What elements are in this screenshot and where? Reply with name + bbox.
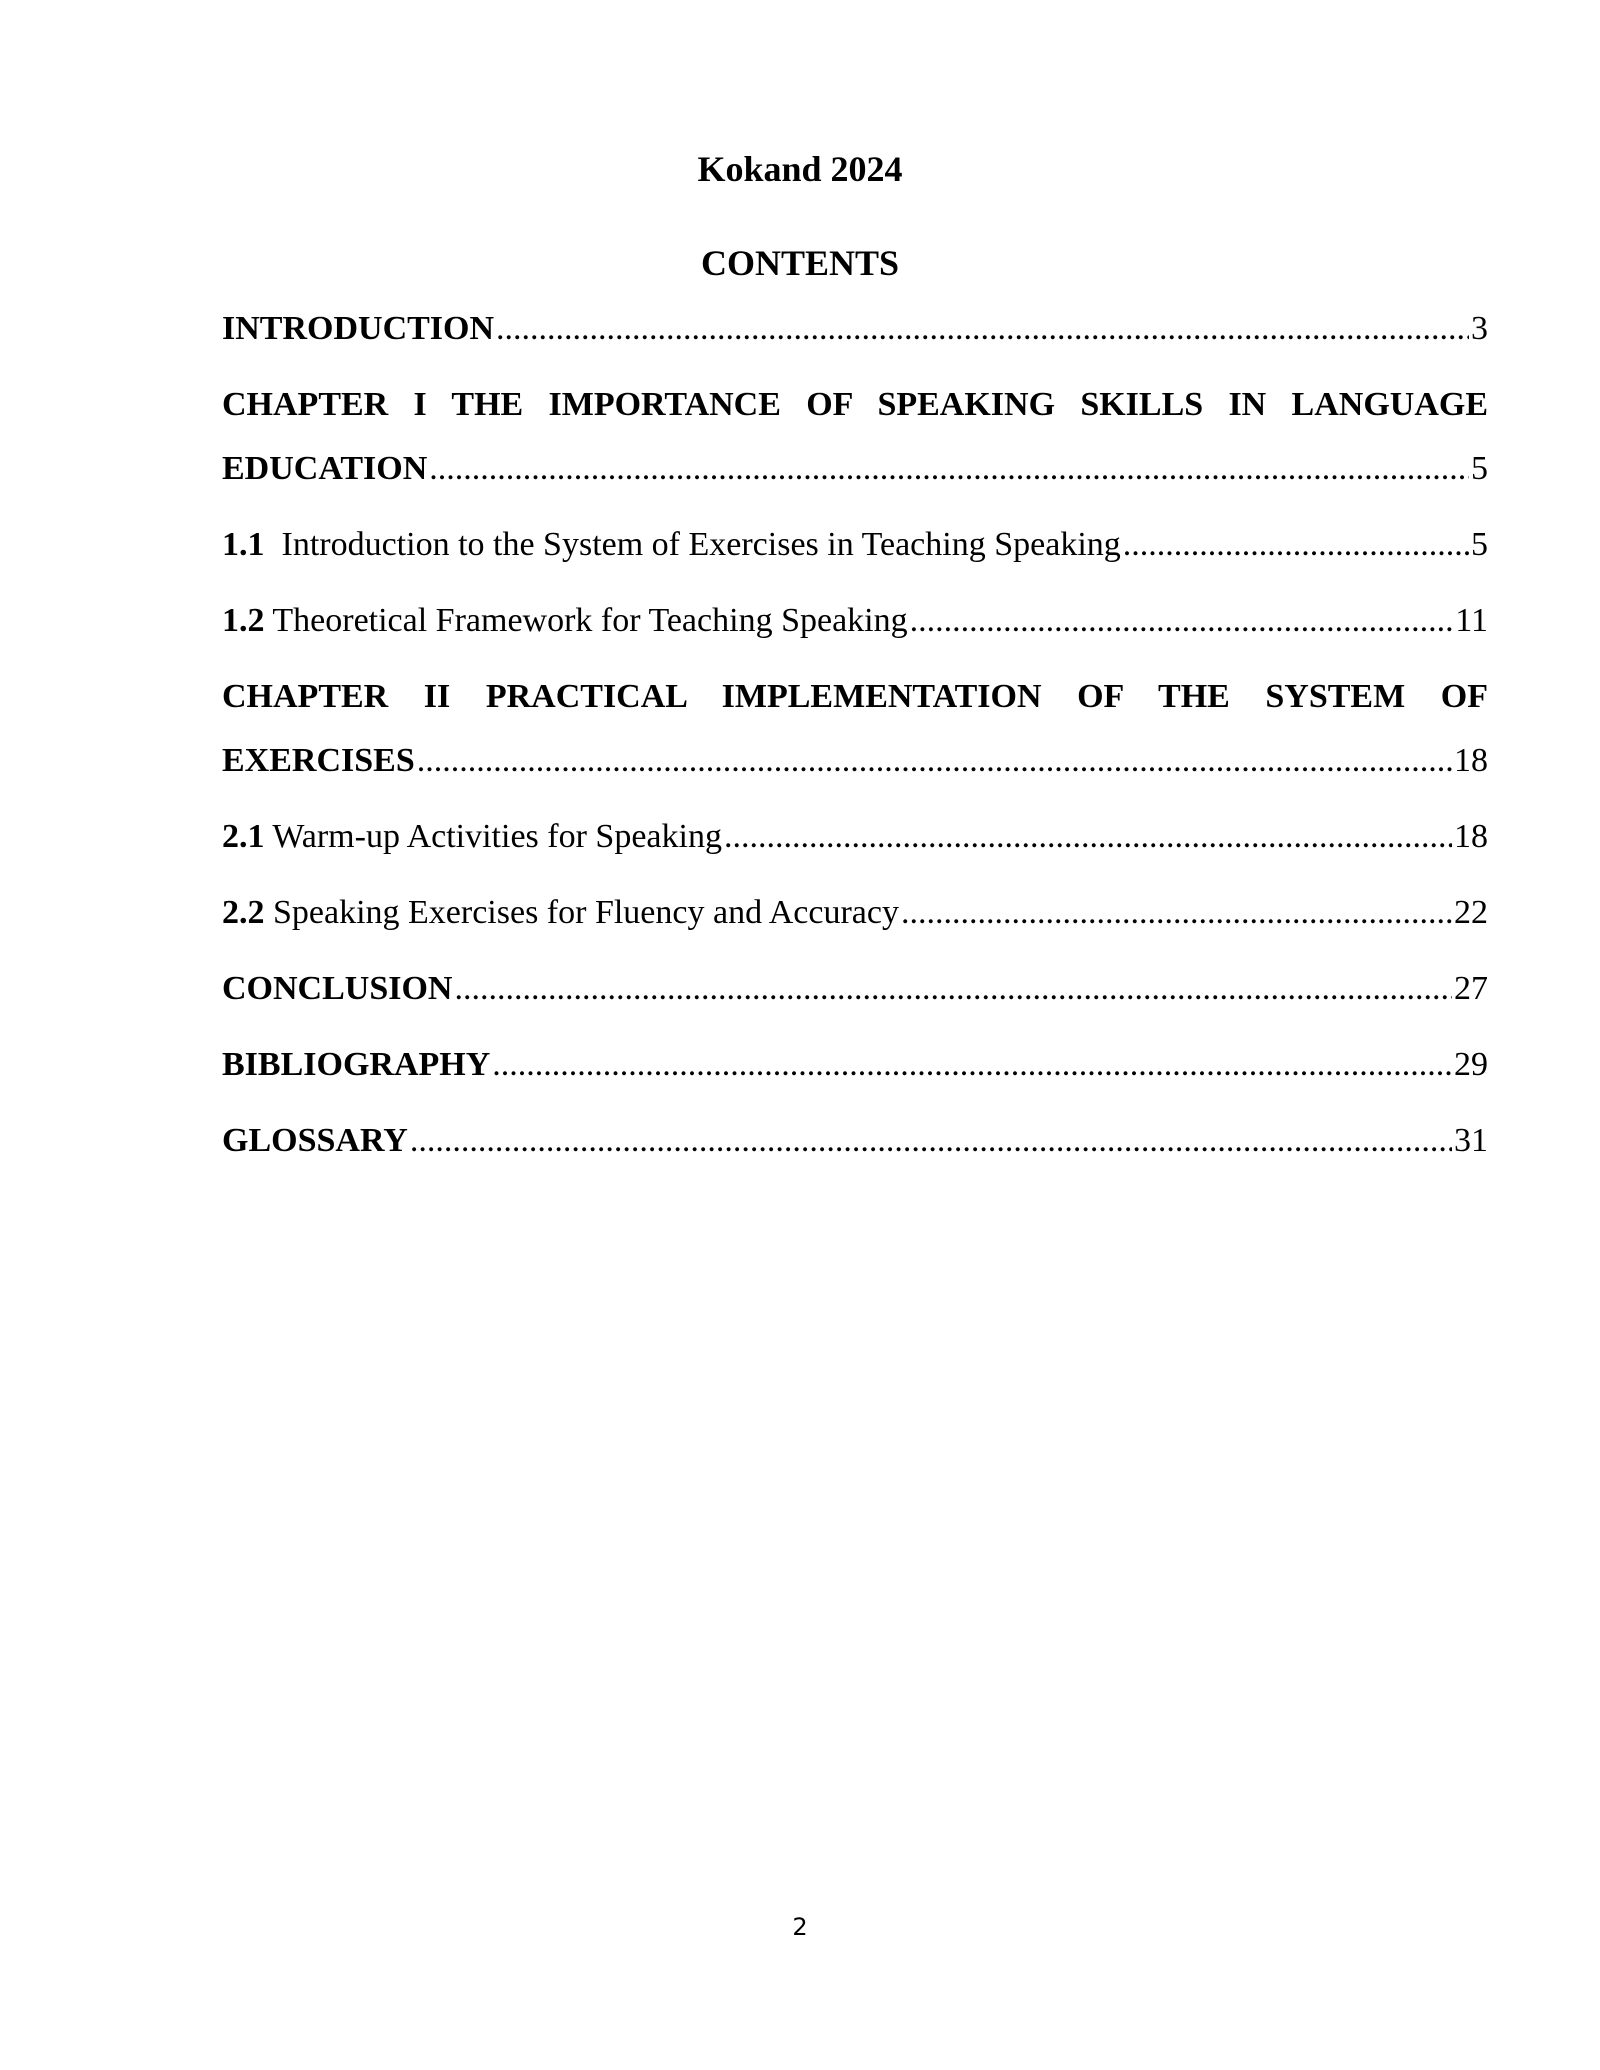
toc-entry-title: Introduction to the System of Exercises in Teaching Speaking — [281, 526, 1121, 563]
toc-leader-dots — [429, 446, 1469, 492]
toc-entry-page: 18 — [1454, 818, 1488, 855]
toc-entry-conclusion[interactable] — [222, 966, 1488, 1012]
toc-entry-title: EXERCISES — [222, 742, 415, 779]
toc-entry-label — [222, 814, 722, 860]
toc-leader-dots — [724, 814, 1452, 860]
toc-leader-dots — [454, 966, 1452, 1012]
toc-entry-title: EDUCATION — [222, 450, 428, 487]
toc-leader-dots — [1123, 522, 1469, 568]
toc-entry-page: 29 — [1454, 1046, 1488, 1083]
toc-entry-number: 2.2 — [222, 894, 265, 931]
toc-entry-title: INTRODUCTION — [222, 310, 495, 347]
toc-entry-page: 3 — [1471, 310, 1488, 347]
toc-entry-title: Theoretical Framework for Teaching Speaking — [272, 602, 908, 639]
toc-entry-title: GLOSSARY — [222, 1122, 408, 1159]
toc-leader-dots — [910, 598, 1454, 644]
toc-leader-dots — [492, 1042, 1452, 1088]
toc-entry-page: 5 — [1471, 450, 1488, 487]
toc-leader-dots — [901, 890, 1452, 936]
toc-entry-page: 31 — [1454, 1122, 1488, 1159]
toc-entry-section-2-1[interactable] — [222, 814, 1488, 860]
toc-entry-title: CHAPTER II PRACTICAL IMPLEMENTATION OF THE SYSTEM OF — [222, 678, 1488, 715]
toc-entry-number: 2.1 — [222, 818, 265, 855]
toc-entry-glossary[interactable] — [222, 1118, 1488, 1164]
toc-entry-label — [222, 890, 899, 936]
toc-entry-title: CHAPTER I THE IMPORTANCE OF SPEAKING SKILLS IN LANGUAGE — [222, 386, 1488, 423]
toc-entry-title: BIBLIOGRAPHY — [222, 1046, 491, 1083]
toc-entry-page: 27 — [1454, 970, 1488, 1007]
toc-entry-section-2-2[interactable] — [222, 890, 1488, 936]
toc-entry-chapter2-line1[interactable] — [222, 674, 1488, 720]
toc-entry-chapter1-line1[interactable] — [222, 382, 1488, 428]
toc-leader-dots — [417, 738, 1452, 784]
toc-entry-chapter1-line2[interactable] — [222, 446, 1488, 492]
toc-entry-label — [222, 522, 1121, 568]
toc-entry-page: 5 — [1471, 526, 1488, 563]
toc-entry-page: 11 — [1455, 602, 1488, 639]
toc-entry-section-1-2[interactable] — [222, 598, 1488, 644]
toc-entry-number: 1.1 — [222, 526, 265, 563]
toc-leader-dots — [410, 1118, 1452, 1164]
toc-entry-label — [222, 598, 908, 644]
toc-entry-page: 18 — [1454, 742, 1488, 779]
toc-entry-page: 22 — [1454, 894, 1488, 931]
toc-heading: CONTENTS — [700, 243, 900, 283]
toc-entry-number: 1.2 — [222, 602, 265, 639]
toc-entry-title: CONCLUSION — [222, 970, 453, 1007]
toc-entry-title: Speaking Exercises for Fluency and Accuracy — [273, 894, 899, 931]
toc-entry-section-1-1[interactable] — [222, 522, 1488, 568]
toc-entry-chapter2-line2[interactable] — [222, 738, 1488, 784]
toc-leader-dots — [496, 306, 1469, 352]
toc-entry-title: Warm-up Activities for Speaking — [272, 818, 722, 855]
place-year: Kokand 2024 — [697, 149, 903, 189]
toc-entry-bibliography[interactable] — [222, 1042, 1488, 1088]
footer-page-number: 2 — [792, 1913, 808, 1941]
toc-entry-introduction[interactable] — [222, 306, 1488, 352]
